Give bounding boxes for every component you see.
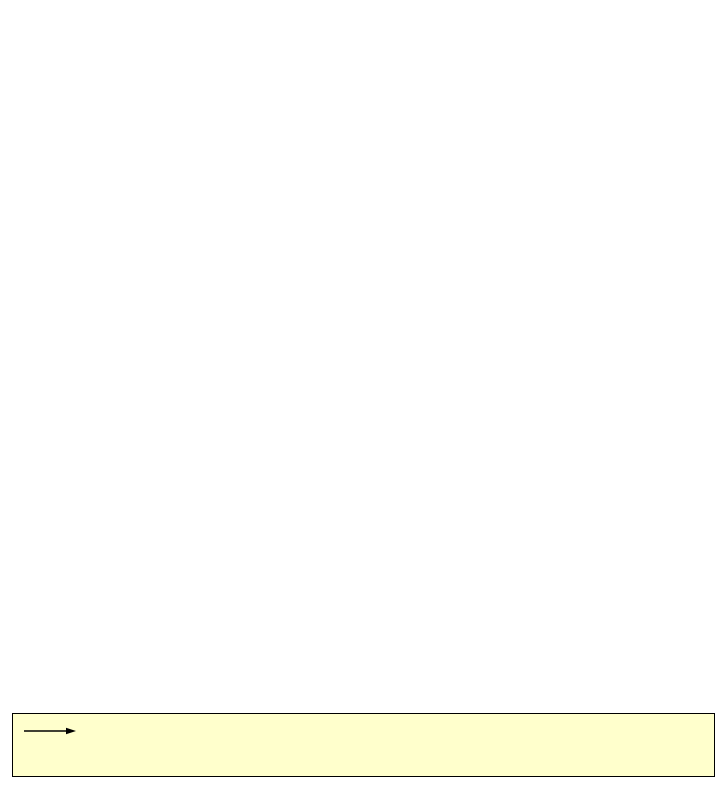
reference-arrow-icon: [13, 722, 87, 737]
legend-box: [12, 713, 715, 777]
